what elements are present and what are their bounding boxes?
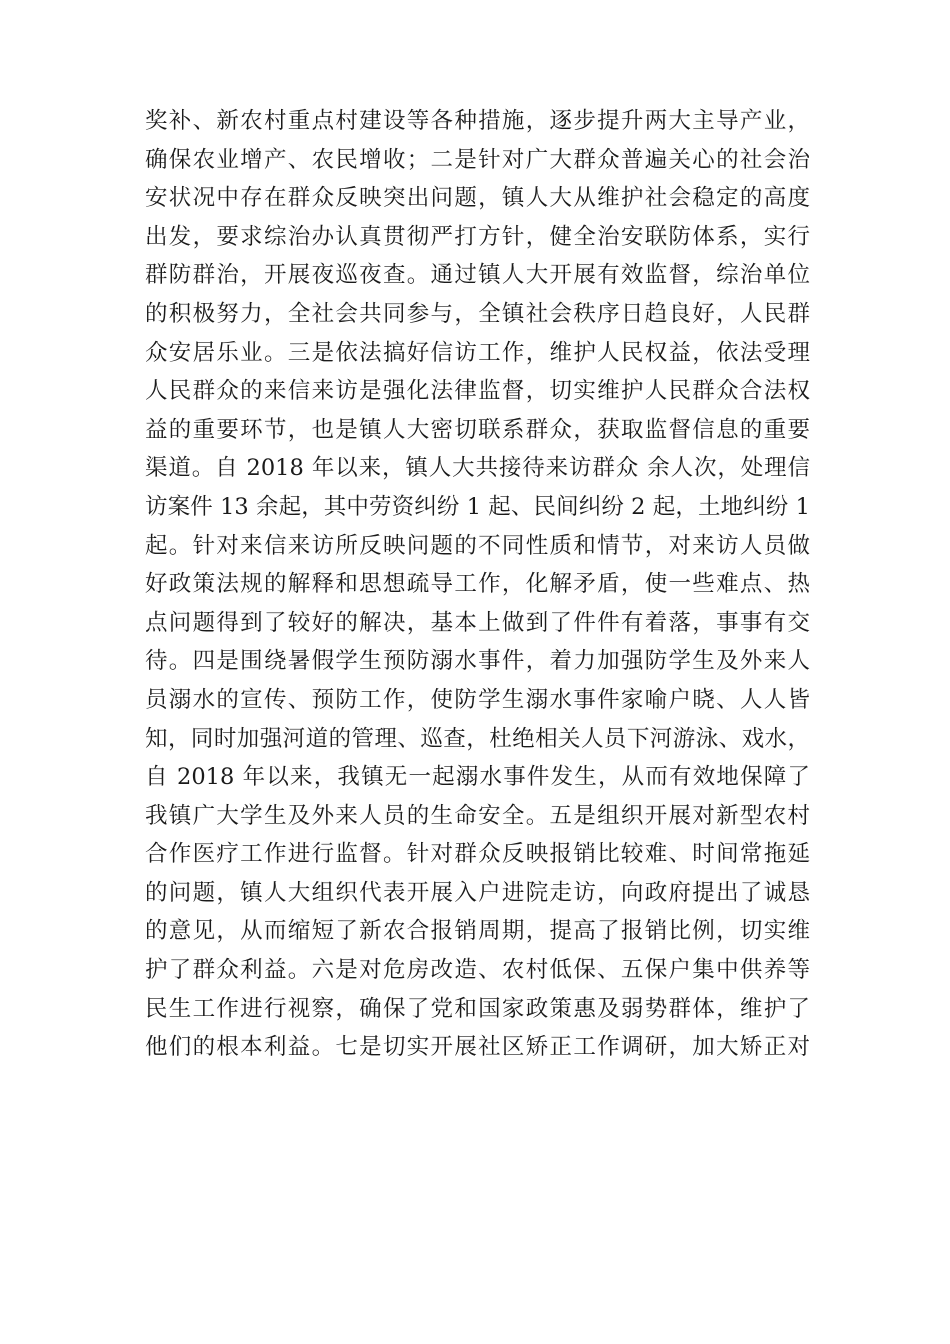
text-line: 安状况中存在群众反映突出问题，镇人大从维护社会稳定的高度	[145, 185, 810, 212]
text-line: 确保农业增产、农民增收；二是针对广大群众普遍关心的社会治	[145, 146, 810, 173]
body-paragraph	[145, 102, 810, 1067]
text-line: 的意见，从而缩短了新农合报销周期，提高了报销比例，切实维	[145, 918, 810, 945]
text-line: 我镇广大学生及外来人员的生命安全。五是组织开展对新型农村	[145, 802, 810, 829]
text-line: 护了群众利益。六是对危房改造、农村低保、五保户集中供养等	[145, 957, 810, 984]
text-line: 员溺水的宣传、预防工作，使防学生溺水事件家喻户晓、人人皆	[145, 686, 810, 713]
text-line: 起。针对来信来访所反映问题的不同性质和情节，对来访人员做	[145, 532, 810, 559]
text-line: 知，同时加强河道的管理、巡查，杜绝相关人员下河游泳、戏水，	[145, 725, 810, 752]
text-line: 合作医疗工作进行监督。针对群众反映报销比较难、时间常拖延	[145, 841, 810, 868]
text-line: 他们的根本利益。七是切实开展社区矫正工作调研，加大矫正对	[145, 1034, 810, 1061]
text-line: 群防群治，开展夜巡夜查。通过镇人大开展有效监督，综治单位	[145, 262, 810, 289]
text-line: 人民群众的来信来访是强化法律监督，切实维护人民群众合法权	[145, 378, 810, 405]
text-line: 好政策法规的解释和思想疏导工作，化解矛盾，使一些难点、热	[145, 571, 810, 598]
text-line: 待。四是围绕暑假学生预防溺水事件，着力加强防学生及外来人	[145, 648, 810, 675]
text-line: 点问题得到了较好的解决，基本上做到了件件有着落，事事有交	[145, 609, 810, 636]
text-line: 的问题，镇人大组织代表开展入户进院走访，向政府提出了诚恳	[145, 879, 810, 906]
text-line: 访案件 13 余起，其中劳资纠纷 1 起、民间纠纷 2 起，土地纠纷 1	[145, 493, 810, 520]
text-line: 民生工作进行视察，确保了党和国家政策惠及弱势群体，维护了	[145, 995, 810, 1022]
text-line: 众安居乐业。三是依法搞好信访工作，维护人民权益，依法受理	[145, 339, 810, 366]
text-line: 自 2018 年以来，我镇无一起溺水事件发生，从而有效地保障了	[145, 764, 810, 791]
text-line: 奖补、新农村重点村建设等各种措施，逐步提升两大主导产业，	[145, 108, 810, 134]
text-line: 渠道。自 2018 年以来，镇人大共接待来访群众 余人次，处理信	[145, 455, 810, 482]
text-line: 益的重要环节，也是镇人大密切联系群众，获取监督信息的重要	[145, 416, 810, 443]
text-line: 的积极努力，全社会共同参与，全镇社会秩序日趋良好，人民群	[145, 300, 810, 327]
text-line: 出发，要求综治办认真贯彻严打方针，健全治安联防体系，实行	[145, 223, 810, 250]
